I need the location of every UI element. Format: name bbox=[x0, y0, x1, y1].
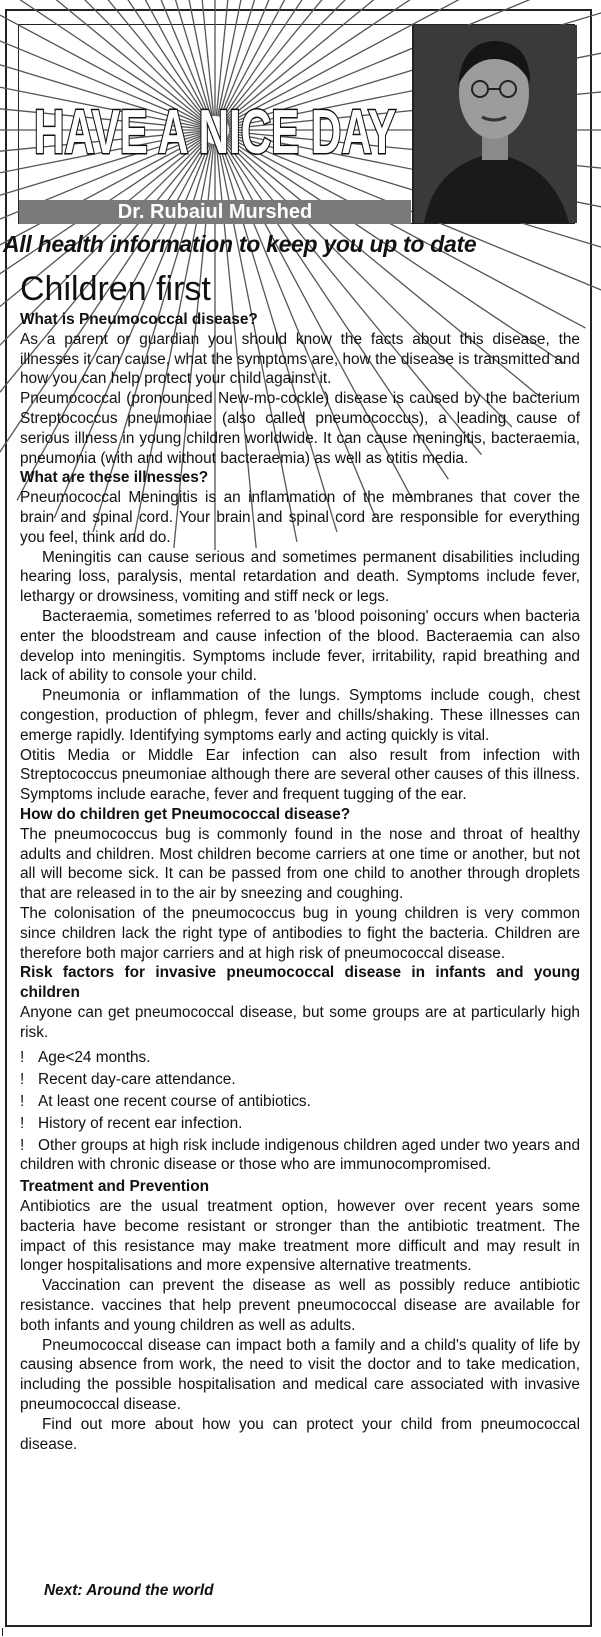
paragraph: As a parent or guardian you should know the facts about this disease, the illnesses it can cause, what the symptoms are, how the disease is transmitted and how you can help protect your child against it. bbox=[20, 330, 580, 388]
paragraph: The pneumococcus bug is commonly found in the nose and throat of healthy adults and children. Most children become carriers at one time or another, but not all will become sick. It can be passed from one child to another through droplets that are released in to the air by sneezing and coughing. bbox=[20, 825, 580, 903]
bullet-mark: ! bbox=[20, 1049, 25, 1067]
corner-mark bbox=[2, 1628, 3, 1636]
article-headline: Children first bbox=[20, 270, 211, 308]
section-heading: How do children get Pneumococcal disease? bbox=[20, 805, 351, 823]
section-heading: What is Pneumococcal disease? bbox=[20, 311, 258, 328]
paragraph: Bacteraemia, sometimes referred to as 'blood poisoning' occurs when bacteria enter the bloodstream and cause infection of the blood. Bacteraemia can also develop into meningitis. Symptoms include fever, irritability, rapid breathing and lack of ability to console your child. bbox=[20, 607, 580, 685]
list-item bbox=[20, 1048, 580, 1068]
section-heading: Treatment and Prevention bbox=[20, 1178, 210, 1196]
article-blocks bbox=[20, 310, 580, 1454]
paragraph: Meningitis can cause serious and sometimes permanent disabilities including hearing loss, paralysis, mental retardation and death. Symptoms include fever, lethargy or drowsiness, vomiting and stiff neck or legs. bbox=[20, 548, 580, 606]
tagline: All health information to keep you up to date bbox=[3, 231, 477, 257]
list-item-text: Recent day-care attendance. bbox=[38, 1071, 236, 1089]
list-item-text: History of recent ear infection. bbox=[38, 1114, 243, 1132]
section-heading: What are these illnesses? bbox=[20, 469, 209, 487]
title-banner bbox=[19, 25, 411, 223]
author-photo bbox=[412, 25, 577, 223]
portrait-icon bbox=[414, 25, 577, 223]
section-heading: Risk factors for invasive pneumococcal disease in infants and young children bbox=[20, 964, 580, 1002]
paragraph: Otitis Media or Middle Ear infection can also result from infection with Streptococcus pneumoniae although there are several other causes of this illness. Symptoms include earache, fever and frequent tugging of the ear. bbox=[20, 746, 580, 804]
sunburst-title-art bbox=[19, 25, 411, 223]
paragraph: Pneumococcal Meningitis is an inflammation of the membranes that cover the brain and spinal cord. Your brain and spinal cord are responsible for everything you feel, think and do. bbox=[20, 489, 580, 546]
list-item-text: Age<24 months. bbox=[38, 1049, 151, 1067]
paragraph: Pneumococcal (pronounced New-mo-cockle) disease is caused by the bacterium Streptococcus pneumoniae (also called pneumococcus), a leading cause of serious illness in young children worldwide. It can cause meningitis, bacteraemia, pneumonia (with and without bacteraemia) as well as otitis media. bbox=[20, 390, 580, 467]
bullet-mark: ! bbox=[20, 1136, 25, 1154]
paragraph: Find out more about how you can protect your child from pneumococcal disease. bbox=[20, 1415, 580, 1453]
list-item bbox=[20, 1136, 580, 1176]
list-item bbox=[20, 1070, 580, 1090]
bullet-mark: ! bbox=[20, 1093, 25, 1111]
list-item-text: At least one recent course of antibiotics. bbox=[38, 1093, 311, 1111]
list-item bbox=[20, 1114, 580, 1134]
paragraph: Anyone can get pneumococcal disease, but some groups are at particularly high risk. bbox=[20, 1003, 580, 1041]
column-title: HAVE A NICE DAY bbox=[34, 98, 396, 167]
list-item-text: Other groups at high risk include indigenous children aged under two years and children with chronic disease or those who are immunocompromised. bbox=[20, 1136, 580, 1174]
paragraph: Pneumococcal disease can impact both a family and a child's quality of life by causing absence from work, the need to visit the doctor and to take medication, including the possible hospitalisation and medical care associated with invasive pneumococcal disease. bbox=[20, 1336, 580, 1414]
next-article-teaser: Next: Around the world bbox=[44, 1582, 214, 1599]
paragraph: Pneumonia or inflammation of the lungs. Symptoms include cough, chest congestion, production of phlegm, fever and chills/shaking. These illnesses can emerge rapidly. Identifying symptoms early and acting quickly is vital. bbox=[20, 687, 580, 744]
paragraph: Vaccination can prevent the disease as well as possibly reduce antibiotic resistance. vaccines that help prevent pneumococcal disease are available for both infants and young children as well as adults. bbox=[20, 1277, 580, 1334]
bullet-mark: ! bbox=[20, 1071, 25, 1089]
paragraph: The colonisation of the pneumococcus bug in young children is very common since children lack the right type of antibodies to fight the bacteria. Children are therefore both major carriers and at high risk of pneumococcal disease. bbox=[20, 904, 580, 962]
bullet-mark: ! bbox=[20, 1114, 25, 1132]
masthead bbox=[18, 24, 575, 224]
list-item bbox=[20, 1092, 580, 1112]
article-body bbox=[20, 270, 580, 1454]
paragraph: Antibiotics are the usual treatment option, however over recent years some bacteria have become resistant or stronger than the antibiotic treatment. The impact of this resistance may make treatment more difficult and may result in longer hospitalisations and more expensive alternative treatments. bbox=[20, 1198, 580, 1275]
risk-factor-list bbox=[20, 1048, 580, 1175]
author-byline: Dr. Rubaiul Murshed bbox=[19, 200, 411, 224]
